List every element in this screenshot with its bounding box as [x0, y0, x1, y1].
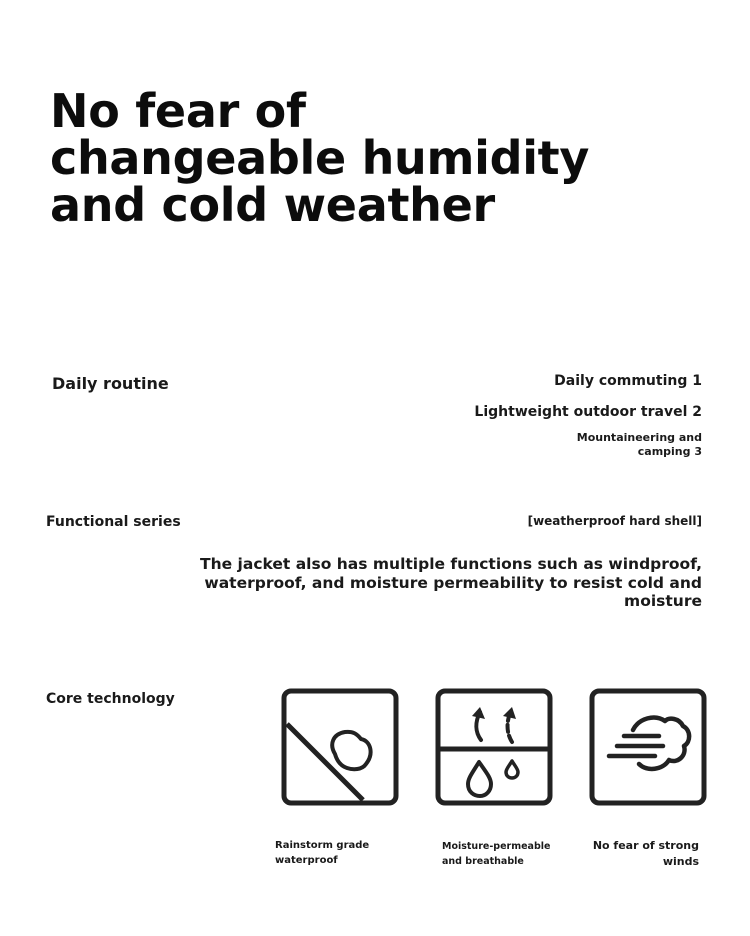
functional-description: [182, 555, 702, 611]
feature-caption-1-line-1: Rainstorm grade: [275, 840, 370, 851]
daily-item-1: Daily commuting 1: [554, 373, 702, 389]
windproof-icon: [589, 688, 707, 806]
functional-description-line-2: waterproof, and moisture permeability to resist cold and: [204, 573, 702, 592]
functional-series-label: Functional series: [46, 514, 181, 530]
hero-line-3: and cold weather: [50, 178, 495, 232]
moisture-breathable-icon: [435, 688, 553, 806]
feature-caption-1: [275, 838, 369, 868]
feature-caption-2-line-1: Moisture-permeable: [442, 841, 551, 852]
daily-item-3-line-2: camping 3: [637, 445, 702, 458]
core-technology-label: Core technology: [46, 691, 175, 707]
feature-caption-3: [593, 838, 699, 870]
hero-line-1: No fear of: [50, 84, 306, 138]
functional-tag: [weatherproof hard shell]: [527, 514, 702, 528]
daily-item-3-line-1: Mountaineering and: [576, 431, 702, 444]
hero-line-2: changeable humidity: [50, 131, 590, 185]
feature-caption-3-line-2: winds: [662, 855, 699, 868]
daily-item-3: [577, 431, 702, 459]
feature-caption-2-line-2: and breathable: [442, 856, 524, 867]
hero-headline: [50, 84, 710, 232]
daily-routine-label: Daily routine: [52, 374, 169, 393]
feature-caption-3-line-1: No fear of strong: [592, 839, 699, 852]
feature-caption-1-line-2: waterproof: [275, 855, 338, 866]
functional-description-line-1: The jacket also has multiple functions such as windproof,: [200, 555, 702, 573]
feature-caption-2: [442, 839, 550, 869]
rainstorm-waterproof-icon: [281, 688, 399, 806]
functional-description-line-3: moisture: [624, 592, 702, 610]
daily-item-2: Lightweight outdoor travel 2: [474, 404, 702, 420]
